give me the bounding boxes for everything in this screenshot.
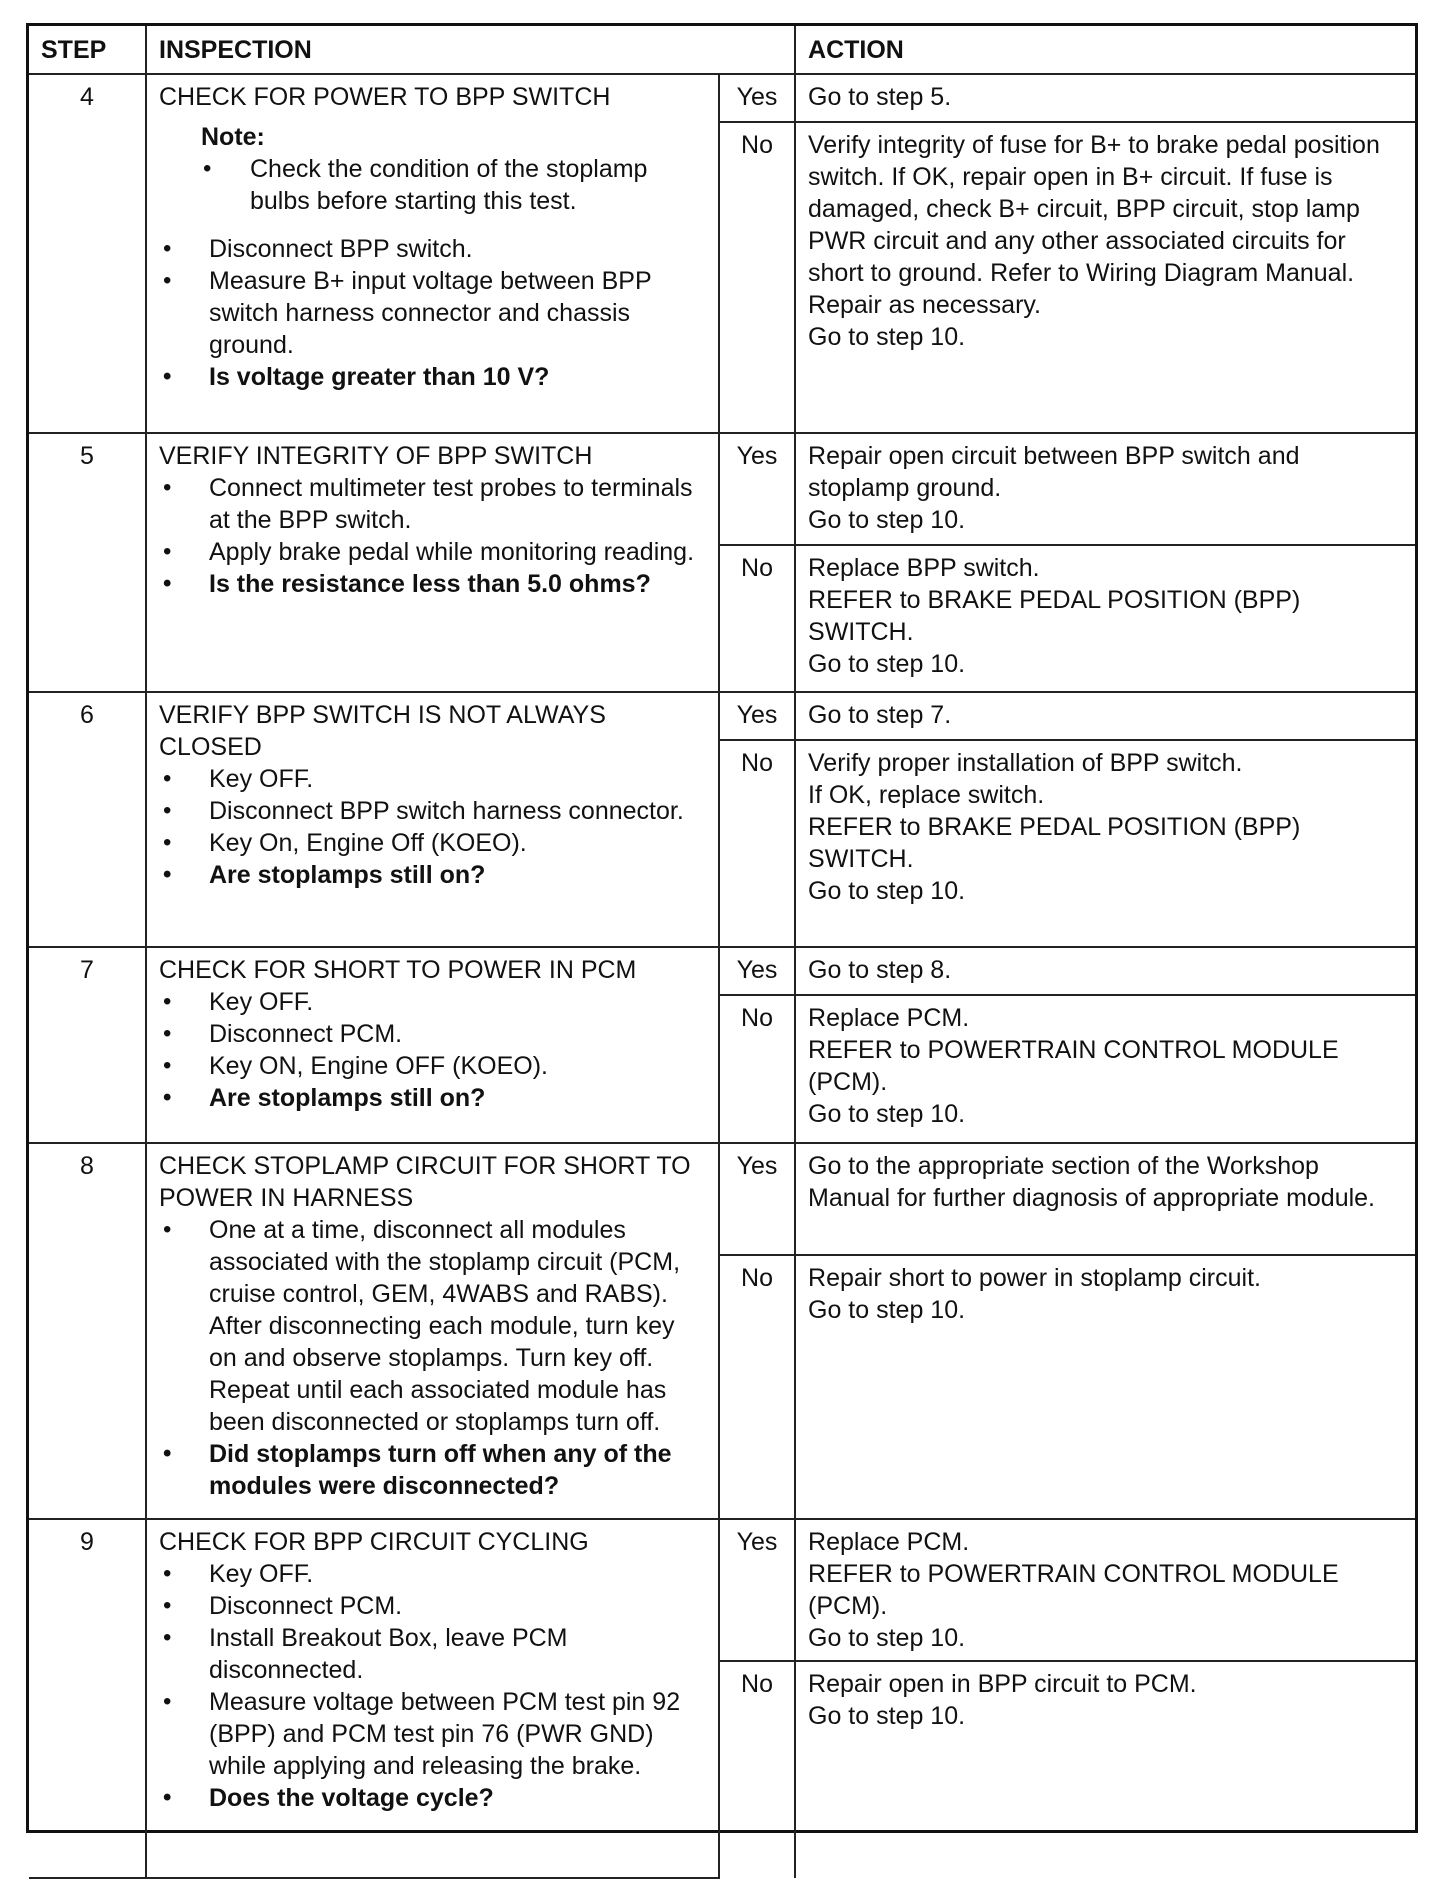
step-number: 6 [29,692,146,947]
no-label: No [719,122,795,433]
inspection-bullet: • Measure voltage between PCM test pin 92 (BPP) and PCM test pin 76 (PWR GND) while applying and releasing the brake. [159,1686,706,1782]
no-action [795,1255,1415,1519]
step-number: 8 [29,1143,146,1519]
action-line: Repair short to power in stoplamp circuit. [808,1264,1261,1292]
action-line: If OK, replace switch. [808,781,1045,809]
yes-label: Yes [719,433,795,545]
inspection-title: CHECK FOR POWER TO BPP SWITCH [159,83,611,111]
inspection-question: • Is the resistance less than 5.0 ohms? [159,568,706,600]
action-line: Repair open circuit between BPP switch and stoplamp ground. [808,442,1300,502]
yes-action [795,1519,1415,1661]
inspection-cell [146,74,719,433]
header-row [29,26,1415,74]
yes-action [795,947,1415,995]
action-line: Go to the appropriate section of the Workshop Manual for further diagnosis of appropriate module. [808,1152,1376,1212]
no-action [795,545,1415,692]
inspection-bullets [159,986,706,1114]
no-action [795,1661,1415,1878]
diagnostic-procedure-page [26,23,1418,1833]
inspection-bullet: • Disconnect PCM. [159,1018,706,1050]
inspection-cell [146,1519,719,1878]
no-action [795,740,1415,947]
inspection-bullet: • Disconnect BPP switch harness connector. [159,795,706,827]
inspection-bullet: • Key OFF. [159,1558,706,1590]
step-row-8 [29,1143,1415,1255]
action-line: Go to step 10. [808,1624,966,1652]
inspection-question: • Are stoplamps still on? [159,1082,706,1114]
step-row-9 [29,1519,1415,1661]
inspection-title: CHECK FOR BPP CIRCUIT CYCLING [159,1528,589,1556]
inspection-bullet: • Install Breakout Box, leave PCM disconnected. [159,1622,706,1686]
note-label: Note: [201,123,265,151]
step-row-6 [29,692,1415,740]
no-label: No [719,1661,795,1878]
step-row-4 [29,74,1415,122]
action-line: Replace PCM. [808,1004,970,1032]
action-line: Repair open in BPP circuit to PCM. [808,1670,1197,1698]
header-step: STEP [29,26,146,74]
inspection-bullet: • Measure B+ input voltage between BPP switch harness connector and chassis ground. [159,265,706,361]
yes-label: Yes [719,947,795,995]
no-label: No [719,1255,795,1519]
inspection-bullets [159,1214,706,1502]
yes-action [795,1143,1415,1255]
inspection-bullets [159,1558,706,1814]
inspection-bullet: • Key ON, Engine OFF (KOEO). [159,1050,706,1082]
action-line: Go to step 10. [808,650,966,678]
yes-action [795,74,1415,122]
inspection-cell [146,433,719,692]
inspection-question: • Are stoplamps still on? [159,859,706,891]
action-line: Go to step 10. [808,1100,966,1128]
inspection-bullet: • Apply brake pedal while monitoring reading. [159,536,706,568]
yes-action [795,692,1415,740]
inspection-bullet: • Disconnect PCM. [159,1590,706,1622]
action-line: Replace BPP switch. [808,554,1040,582]
yes-label: Yes [719,1519,795,1661]
inspection-title: VERIFY BPP SWITCH IS NOT ALWAYS CLOSED [159,701,606,761]
inspection-question: • Does the voltage cycle? [159,1782,706,1814]
action-line: Go to step 10. [808,1702,966,1730]
no-label: No [719,995,795,1143]
action-line: Go to step 5. [808,83,952,111]
action-line: Go to step 10. [808,1296,966,1324]
inspection-bullet: • One at a time, disconnect all modules associated with the stoplamp circuit (PCM, cruise control, GEM, 4WABS and RABS). After disconnecting each module, turn key on and observe stoplamps. Turn key off. Repeat until each associated module has been disconnected or stoplamps turn off. [159,1214,706,1438]
inspection-bullets [159,472,706,600]
inspection-cell [146,947,719,1143]
inspection-bullet: • Key OFF. [159,763,706,795]
no-label: No [719,545,795,692]
step-number: 4 [29,74,146,433]
inspection-bullets [159,763,706,891]
step-row-7 [29,947,1415,995]
inspection-cell [146,1143,719,1519]
inspection-bullet: • Disconnect BPP switch. [159,233,706,265]
action-line: Go to step 10. [808,877,966,905]
no-action [795,995,1415,1143]
yes-label: Yes [719,1143,795,1255]
yes-action [795,433,1415,545]
yes-label: Yes [719,74,795,122]
header-inspection: INSPECTION [146,26,795,74]
action-line: REFER to BRAKE PEDAL POSITION (BPP) SWITCH. [808,813,1301,873]
header-action: ACTION [795,26,1415,74]
action-line: REFER to POWERTRAIN CONTROL MODULE (PCM). [808,1036,1339,1096]
diagnostic-table [29,26,1415,1879]
inspection-bullet: • Connect multimeter test probes to terminals at the BPP switch. [159,472,706,536]
note-list [201,153,706,217]
inspection-question: • Is voltage greater than 10 V? [159,361,706,393]
action-line: Go to step 7. [808,701,952,729]
action-line: Go to step 8. [808,956,952,984]
action-line: Go to step 10. [808,323,966,351]
inspection-bullet: • Key OFF. [159,986,706,1018]
step-row-5 [29,433,1415,545]
action-line: Verify proper installation of BPP switch. [808,749,1243,777]
action-line: Replace PCM. [808,1528,970,1556]
no-label: No [719,740,795,947]
action-line: Go to step 10. [808,506,966,534]
inspection-question: • Did stoplamps turn off when any of the modules were disconnected? [159,1438,706,1502]
inspection-title: CHECK FOR SHORT TO POWER IN PCM [159,956,637,984]
inspection-title: CHECK STOPLAMP CIRCUIT FOR SHORT TO POWER IN HARNESS [159,1152,691,1212]
inspection-bullets [159,233,706,393]
step-number: 5 [29,433,146,692]
action-line: Verify integrity of fuse for B+ to brake pedal position switch. If OK, repair open in B+ circuit. If fuse is damaged, check B+ circuit, BPP circuit, stop lamp PWR circuit and any other associated circuits for short to ground. Refer to Wiring Diagram Manual. Repair as necessary. [808,131,1380,319]
action-line: REFER to BRAKE PEDAL POSITION (BPP) SWITCH. [808,586,1301,646]
yes-label: Yes [719,692,795,740]
step-number: 9 [29,1519,146,1878]
note-item: • Check the condition of the stoplamp bulbs before starting this test. [201,153,706,217]
inspection-cell [146,692,719,947]
no-action [795,122,1415,433]
note-block [201,121,706,217]
step-number: 7 [29,947,146,1143]
inspection-title: VERIFY INTEGRITY OF BPP SWITCH [159,442,593,470]
action-line: REFER to POWERTRAIN CONTROL MODULE (PCM). [808,1560,1339,1620]
inspection-bullet: • Key On, Engine Off (KOEO). [159,827,706,859]
